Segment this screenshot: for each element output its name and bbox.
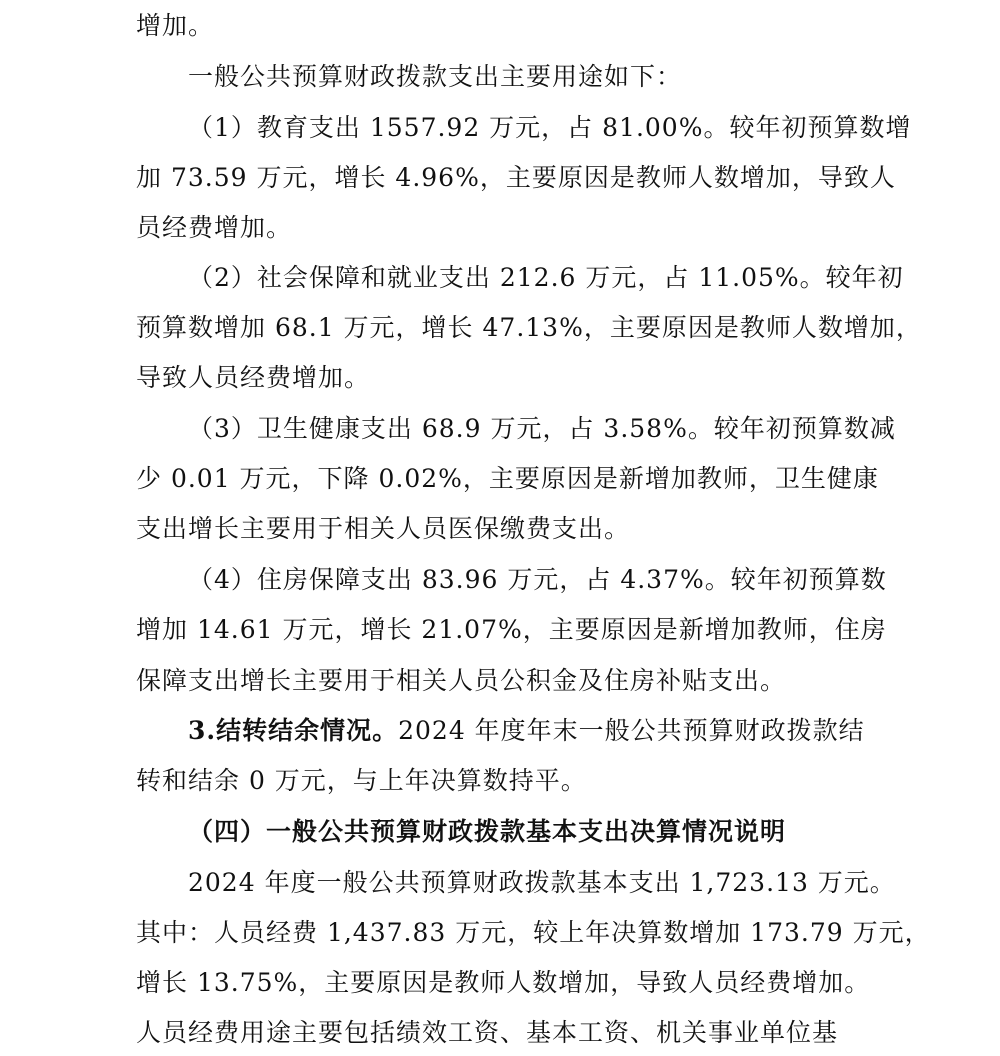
paragraph-line: 增加。 bbox=[136, 11, 215, 40]
paragraph-line: （4）住房保障支出 83.96 万元，占 4.37%。较年初预算数 bbox=[188, 565, 887, 594]
paragraph-line bbox=[188, 715, 876, 747]
paragraph-line: 一般公共预算财政拨款支出主要用途如下： bbox=[188, 62, 683, 91]
section-heading: （四）一般公共预算财政拨款基本支出决算情况说明 bbox=[188, 817, 787, 846]
paragraph-line: 导致人员经费增加。 bbox=[136, 363, 371, 392]
paragraph-line: 预算数增加 68.1 万元，增长 47.13%，主要原因是教师人数增加， bbox=[136, 313, 922, 342]
paragraph-line: 少 0.01 万元，下降 0.02%，主要原因是新增加教师，卫生健康 bbox=[136, 464, 879, 493]
paragraph-line: 支出增长主要用于相关人员医保缴费支出。 bbox=[136, 514, 631, 543]
paragraph-line: 加 73.59 万元，增长 4.96%，主要原因是教师人数增加，导致人 bbox=[136, 163, 896, 192]
paragraph-line: 转和结余 0 万元，与上年决算数持平。 bbox=[136, 766, 587, 795]
paragraph-line: （2）社会保障和就业支出 212.6 万元，占 11.05%。较年初 bbox=[188, 263, 904, 292]
paragraph-text: 2024 年度年末一般公共预算财政拨款结 bbox=[398, 716, 865, 745]
paragraph-line: （3）卫生健康支出 68.9 万元，占 3.58%。较年初预算数减 bbox=[188, 414, 896, 443]
paragraph-line: 增加 14.61 万元，增长 21.07%，主要原因是新增加教师，住房 bbox=[136, 615, 887, 644]
paragraph-line: 增长 13.75%，主要原因是教师人数增加，导致人员经费增加。 bbox=[136, 968, 871, 997]
paragraph-line: 员经费增加。 bbox=[136, 213, 293, 242]
paragraph-line: 保障支出增长主要用于相关人员公积金及住房补贴支出。 bbox=[136, 666, 787, 695]
paragraph-line: 2024 年度一般公共预算财政拨款基本支出 1,723.13 万元。 bbox=[188, 868, 896, 897]
paragraph-line: 其中：人员经费 1,437.83 万元，较上年决算数增加 173.79 万元， bbox=[136, 918, 931, 947]
paragraph-line: （1）教育支出 1557.92 万元，占 81.00%。较年初预算数增 bbox=[188, 113, 912, 142]
section-heading: 3.结转结余情况。 bbox=[188, 716, 399, 745]
paragraph-line: 人员经费用途主要包括绩效工资、基本工资、机关事业单位基 bbox=[136, 1018, 839, 1047]
